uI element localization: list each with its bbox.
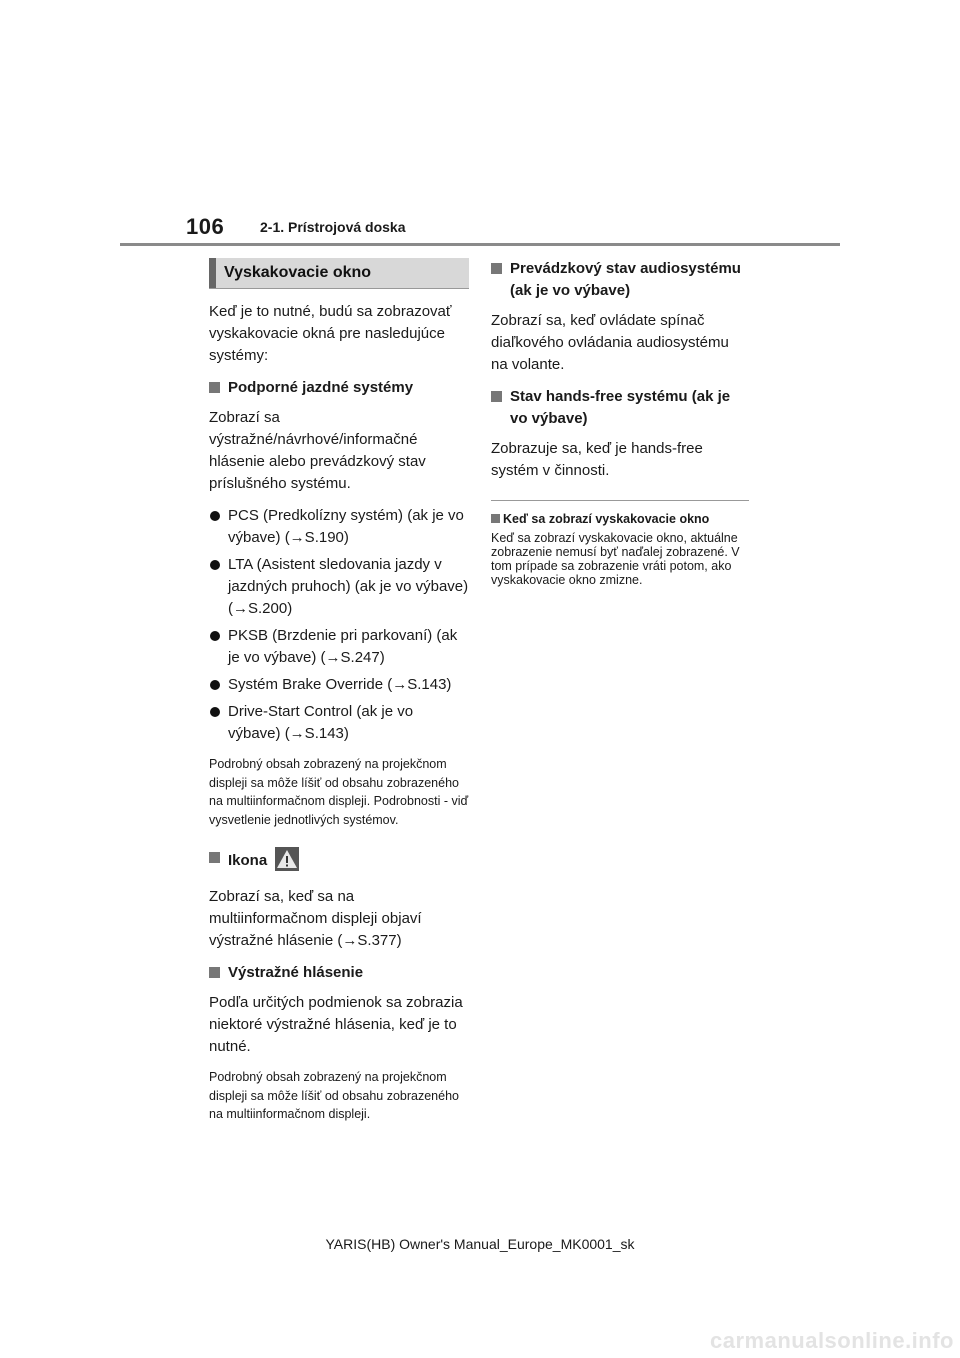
note-text: Keď sa zobrazí vyskakovacie okno, aktuálne zobrazenie nemusí byť naďalej zobrazené. V tom prípade sa zobrazenie vráti potom, ako vyskakovacie okno zmizne. (491, 531, 740, 587)
note-title (491, 511, 749, 527)
audio-status-text: Zobrazí sa, keď ovládate spínač diaľkového ovládania audiosystému na volante. (491, 312, 729, 373)
systems-list (209, 505, 469, 745)
subheading-text: Ikona (228, 852, 268, 869)
section-heading: Vyskakovacie okno (209, 258, 469, 288)
note-divider (491, 500, 749, 501)
icon-text: Zobrazí sa, keď sa na multiinformačnom displeji objaví výstražné hlásenie (→S.377) (209, 888, 422, 949)
bullet-dot-icon (210, 680, 220, 690)
intro-paragraph: Keď je to nutné, budú sa zobrazovať vyskakovacie okná pre nasledujúce systémy: (209, 303, 452, 364)
subheading-icon (209, 847, 469, 878)
bullet-dot-icon (210, 560, 220, 570)
subheading-hands-free (491, 386, 749, 430)
list-item-text: Systém Brake Override (→S.143) (228, 676, 452, 693)
subheading-warning-message (209, 962, 469, 984)
left-column (209, 258, 469, 1142)
list-item (209, 505, 469, 549)
heading-divider (209, 288, 469, 289)
watermark: carmanualsonline.info (710, 1328, 954, 1353)
bullet-dot-icon (210, 511, 220, 521)
subheading-text: Výstražné hlásenie (228, 964, 364, 981)
list-item (209, 674, 469, 696)
square-bullet-icon (491, 263, 502, 274)
subheading-driving-systems (209, 377, 469, 399)
list-item-text: PCS (Predkolízny systém) (ak je vo výbave) (→S.190) (228, 507, 464, 546)
warning-message-text: Podľa určitých podmienok sa zobrazia niektoré výstražné hlásenia, keď je to nutné. (209, 994, 463, 1055)
square-bullet-icon (491, 514, 500, 523)
bullet-dot-icon (210, 707, 220, 717)
subheading-text: Podporné jazdné systémy (228, 379, 414, 396)
page-number: 106 (186, 214, 225, 239)
square-bullet-icon (491, 391, 502, 402)
warning-triangle-icon (275, 847, 299, 878)
driving-systems-text: Zobrazí sa výstražné/návrhové/informačné hlásenie alebo prevádzkový stav príslušného systému. (209, 409, 426, 492)
list-item-text: Drive-Start Control (ak je vo výbave) (→S.143) (228, 703, 414, 742)
list-item (209, 701, 469, 745)
square-bullet-icon (209, 382, 220, 393)
note-title-text: Keď sa zobrazí vyskakovacie okno (503, 512, 710, 526)
section-title: 2-1. Prístrojová doska (260, 219, 406, 235)
header-divider (120, 243, 840, 246)
list-item-text: PKSB (Brzdenie pri parkovaní) (ak je vo výbave) (→S.247) (228, 627, 458, 666)
subheading-text: Prevádzkový stav audiosystému (ak je vo výbave) (510, 260, 741, 299)
subheading-text: Stav hands-free systému (ak je vo výbave) (510, 388, 731, 427)
list-item (209, 625, 469, 669)
subheading-audio-status (491, 258, 749, 302)
list-item-text: LTA (Asistent sledovania jazdy v jazdných pruhoch) (ak je vo výbave) (→S.200) (228, 556, 469, 617)
footer-manual-id: YARIS(HB) Owner's Manual_Europe_MK0001_sk (325, 1236, 635, 1252)
square-bullet-icon (209, 967, 220, 978)
small-note-projection-2: Podrobný obsah zobrazený na projekčnom displeji sa môže líšiť od obsahu zobrazeného na multiinformačnom displeji. (209, 1070, 459, 1121)
square-bullet-icon (209, 852, 220, 863)
hands-free-text: Zobrazuje sa, keď je hands-free systém v činnosti. (491, 440, 703, 479)
list-item (209, 554, 469, 620)
right-column (491, 258, 749, 587)
bullet-dot-icon (210, 631, 220, 641)
small-note-projection: Podrobný obsah zobrazený na projekčnom displeji sa môže líšiť od obsahu zobrazeného na multiinformačnom displeji. Podrobnosti - viď vysvetlenie jednotlivých systémov. (209, 757, 469, 827)
